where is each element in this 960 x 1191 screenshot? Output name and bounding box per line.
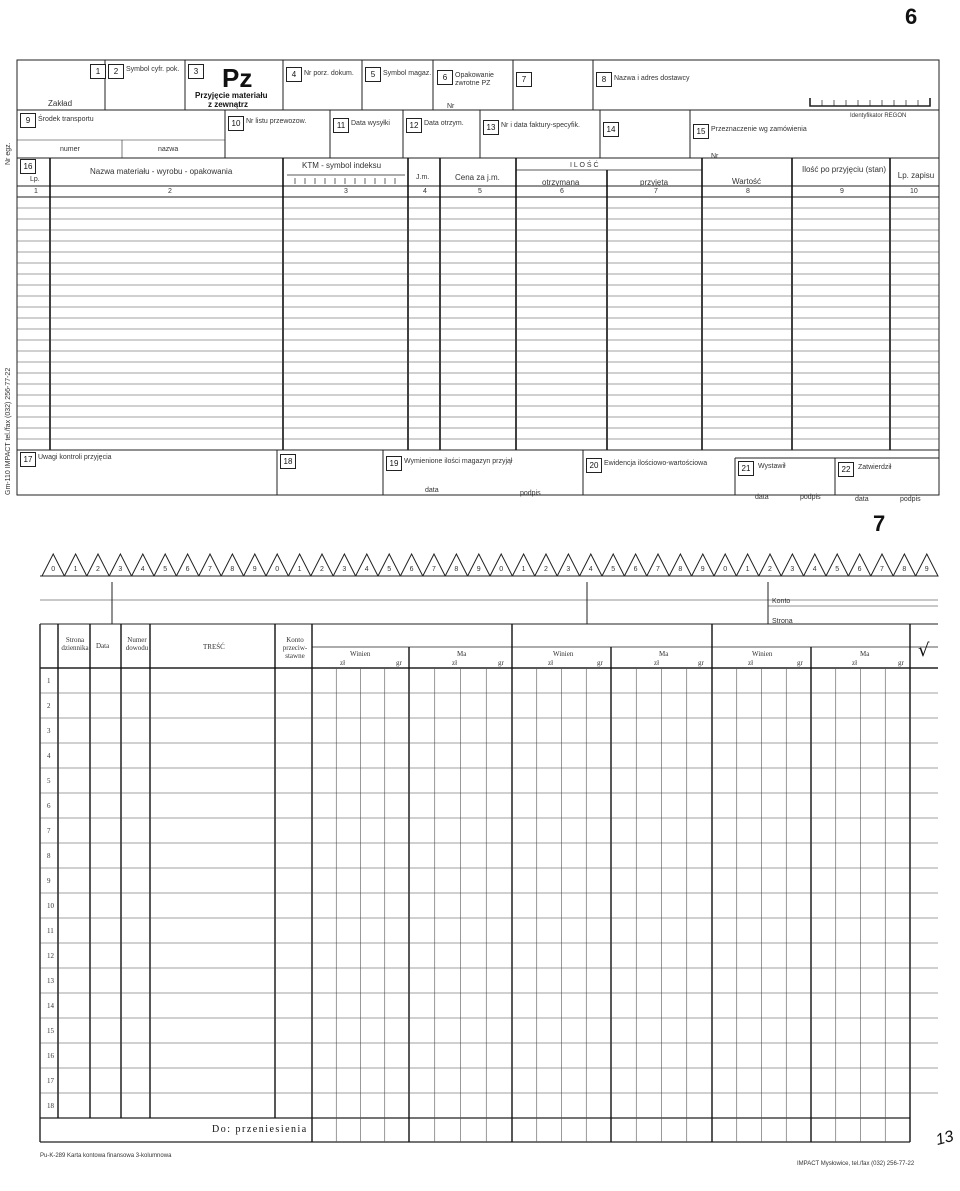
hdr-tresc: TREŚĆ — [203, 643, 225, 651]
box-20: 20 — [586, 458, 602, 473]
hdr-winien-3: Winien — [752, 650, 773, 658]
row-number-7: 7 — [47, 826, 51, 835]
row-number-1: 1 — [47, 676, 51, 685]
digit-4: 4 — [140, 566, 145, 573]
wymienione-label: Wymienione ilości magazyn przyjął — [404, 458, 513, 465]
box-6: 6 — [437, 70, 453, 85]
pz-subtitle-1: Przyjęcie materiału — [195, 91, 268, 100]
row-number-3: 3 — [47, 726, 51, 735]
opakowanie-label: Opakowanie zwrotne PZ — [455, 72, 494, 87]
wymienione-podpis: podpis — [520, 490, 541, 497]
regon-label: Identyfikator REGON — [850, 113, 907, 119]
digit-25: 5 — [611, 566, 616, 573]
hdr-konto-przeciw: Konto przeciw-stawne — [282, 636, 308, 660]
row-number-8: 8 — [47, 851, 51, 860]
row-number-16: 16 — [47, 1051, 54, 1060]
box-10: 10 — [228, 116, 244, 131]
faktura-label: Nr i data faktury-specyfik. — [501, 122, 580, 129]
col-otrzymana: otrzymana — [542, 178, 580, 187]
hdr-gr-1: gr — [396, 659, 402, 667]
row-number-2: 2 — [47, 701, 51, 710]
digit-26: 6 — [633, 566, 638, 573]
box-1: 1 — [90, 64, 106, 79]
page-number-7: 7 — [873, 511, 886, 536]
row-number-4: 4 — [47, 751, 51, 760]
digit-35: 5 — [835, 566, 840, 573]
digit-31: 1 — [745, 566, 750, 573]
col-cena: Cena za j.m. — [455, 173, 500, 182]
row-number-13: 13 — [47, 976, 54, 985]
box-11: 11 — [333, 118, 349, 133]
digit-0: 0 — [51, 566, 56, 573]
digit-16: 6 — [409, 566, 414, 573]
digit-20: 0 — [499, 566, 504, 573]
col-przyjeta: przyjęta — [640, 178, 669, 187]
box-3: 3 — [188, 64, 204, 79]
pz-form — [0, 0, 960, 505]
box-2: 2 — [108, 64, 124, 79]
colnum-6: 6 — [560, 188, 564, 195]
srodek-transportu-label: Środek transportu — [38, 116, 94, 123]
ledger-grid — [0, 512, 960, 1191]
hdr-winien-2: Winien — [553, 650, 574, 658]
colnum-5: 5 — [478, 188, 482, 195]
box-13: 13 — [483, 120, 499, 135]
colnum-1: 1 — [34, 188, 38, 195]
colnum-10: 10 — [910, 188, 918, 195]
transport-nazwa-label: nazwa — [158, 146, 179, 153]
digit-11: 1 — [297, 566, 302, 573]
hdr-gr-3: gr — [597, 659, 603, 667]
box-8: 8 — [596, 72, 612, 87]
digit-28: 8 — [678, 566, 683, 573]
digit-1: 1 — [73, 566, 78, 573]
digit-8: 8 — [230, 566, 235, 573]
digit-38: 8 — [902, 566, 907, 573]
symbol-cyfr-label: Symbol cyfr. pok. — [126, 66, 180, 73]
wystawil-label: Wystawił — [758, 463, 786, 470]
col-wartosc: Wartość — [732, 177, 762, 186]
uwagi-label: Uwagi kontroli przyjęcia — [38, 454, 112, 461]
row-number-6: 6 — [47, 801, 51, 810]
row-number-12: 12 — [47, 951, 54, 960]
box-17: 17 — [20, 452, 36, 467]
hdr-ma-2: Ma — [659, 650, 669, 658]
row-number-14: 14 — [47, 1001, 54, 1010]
digit-6: 6 — [185, 566, 190, 573]
hdr-zl-5: zł — [748, 659, 754, 667]
hdr-zl-4: zł — [654, 659, 660, 667]
row-number-18: 18 — [47, 1101, 54, 1110]
hdr-data: Data — [96, 642, 110, 650]
ledger-footer-right: IMPACT Mysłowice, tel./fax (032) 256-77-22 — [797, 1161, 915, 1167]
pz-subtitle-2: z zewnątrz — [208, 100, 249, 109]
zatwierdzil-data: data — [855, 496, 869, 503]
digit-19: 9 — [476, 566, 481, 573]
row-number-10: 10 — [47, 901, 54, 910]
digit-34: 4 — [812, 566, 817, 573]
colnum-8: 8 — [746, 188, 750, 195]
digit-36: 6 — [857, 566, 862, 573]
side-print: Gm-110 IMPACT tel./fax (032) 256-77-22 — [5, 367, 12, 495]
col-ktm: KTM - symbol indeksu — [302, 161, 382, 170]
box-7: 7 — [516, 72, 532, 87]
digit-22: 2 — [544, 566, 548, 573]
side-egz: Nr egz. — [5, 142, 12, 165]
nr-listu-label: Nr listu przewozow. — [246, 118, 307, 125]
digit-13: 3 — [342, 566, 347, 573]
przeznaczenie-label: Przeznaczenie wg zamówienia — [711, 126, 807, 133]
pz-title: Pz — [222, 63, 253, 93]
konto-label: Konto — [772, 598, 791, 605]
digit-39: 9 — [924, 566, 929, 573]
digit-7: 7 — [208, 566, 212, 573]
colnum-4: 4 — [423, 188, 427, 195]
strona-label: Strona — [772, 618, 793, 625]
box-19: 19 — [386, 456, 402, 471]
przeznaczenie-nr: Nr — [711, 153, 719, 160]
ewidencja-label: Ewidencja ilościowo-wartościowa — [604, 460, 708, 467]
col-ilosc: I L O Ś Ć — [570, 162, 599, 169]
page-number-6: 6 — [905, 4, 918, 29]
wystawil-podpis: podpis — [800, 494, 821, 501]
digit-33: 3 — [790, 566, 795, 573]
digit-18: 8 — [454, 566, 459, 573]
zatwierdzil-label: Zatwierdził — [858, 464, 892, 471]
col-lp-zapisu: Lp. zapisu — [897, 171, 935, 180]
box-5: 5 — [365, 67, 381, 82]
digit-10: 0 — [275, 566, 280, 573]
symbol-magaz-label: Symbol magaz. — [383, 70, 432, 77]
hdr-strona-dziennika: Strona dziennika — [61, 636, 89, 652]
digit-37: 7 — [880, 566, 884, 573]
digit-14: 4 — [364, 566, 369, 573]
wymienione-data: data — [425, 487, 439, 494]
hdr-ma-3: Ma — [860, 650, 870, 658]
row-number-9: 9 — [47, 876, 51, 885]
transport-numer-label: numer — [60, 146, 80, 153]
digit-15: 5 — [387, 566, 392, 573]
box-9: 9 — [20, 113, 36, 128]
wystawil-data: data — [755, 494, 769, 501]
row-number-5: 5 — [47, 776, 51, 785]
ledger-card — [0, 512, 960, 1191]
col-ilosc-po: Ilość po przyjęciu (stan) — [801, 165, 887, 174]
do-przeniesienia: Do: przeniesienia — [212, 1124, 308, 1135]
box-16: 16 — [20, 159, 36, 174]
digit-17: 7 — [432, 566, 436, 573]
digit-27: 7 — [656, 566, 660, 573]
nr-porz-label: Nr porz. dokum. — [304, 70, 354, 77]
box-21: 21 — [738, 461, 754, 476]
row-number-17: 17 — [47, 1076, 54, 1085]
digit-30: 0 — [723, 566, 728, 573]
zaklad-label: Zakład — [48, 99, 73, 108]
hdr-zl-2: zł — [452, 659, 458, 667]
hdr-gr-5: gr — [797, 659, 803, 667]
hdr-numer-dowodu: Numer dowodu — [125, 636, 149, 652]
digit-5: 5 — [163, 566, 168, 573]
hdr-ma-1: Ma — [457, 650, 467, 658]
hdr-gr-4: gr — [698, 659, 704, 667]
col-jm: J.m. — [416, 174, 430, 181]
digit-29: 9 — [700, 566, 705, 573]
hdr-zl-3: zł — [548, 659, 554, 667]
box-4: 4 — [286, 67, 302, 82]
digit-2: 2 — [96, 566, 100, 573]
box-12: 12 — [406, 118, 422, 133]
digit-24: 4 — [588, 566, 593, 573]
zatwierdzil-podpis: podpis — [900, 496, 921, 503]
box-18: 18 — [280, 454, 296, 469]
check-icon: √ — [918, 640, 930, 661]
hdr-zl-1: zł — [340, 659, 346, 667]
box-15: 15 — [693, 124, 709, 139]
row-number-15: 15 — [47, 1026, 54, 1035]
colnum-3: 3 — [344, 188, 348, 195]
digit-9: 9 — [252, 566, 257, 573]
colnum-9: 9 — [840, 188, 844, 195]
hdr-zl-6: zł — [852, 659, 858, 667]
hdr-gr-2: gr — [498, 659, 504, 667]
nr-label: Nr — [447, 103, 455, 110]
digit-3: 3 — [118, 566, 123, 573]
digit-23: 3 — [566, 566, 571, 573]
colnum-2: 2 — [168, 188, 172, 195]
corner-mark: 13 — [933, 1128, 956, 1150]
ledger-footer-left: Pu-K-289 Karta kontowa finansowa 3-kolumnowa — [40, 1153, 172, 1159]
row-number-11: 11 — [47, 926, 54, 935]
digit-21: 1 — [521, 566, 526, 573]
box-22: 22 — [838, 462, 854, 477]
dostawca-label: Nazwa i adres dostawcy — [614, 75, 690, 82]
hdr-winien-1: Winien — [350, 650, 371, 658]
data-wysylki-label: Data wysyłki — [351, 120, 390, 127]
hdr-gr-6: gr — [898, 659, 904, 667]
digit-12: 2 — [320, 566, 324, 573]
data-otrzym-label: Data otrzym. — [424, 120, 464, 127]
col-nazwa: Nazwa materiału - wyrobu - opakowania — [90, 167, 233, 176]
colnum-7: 7 — [654, 188, 658, 195]
digit-32: 2 — [768, 566, 772, 573]
col-lp: Lp. — [30, 176, 40, 183]
box-14: 14 — [603, 122, 619, 137]
